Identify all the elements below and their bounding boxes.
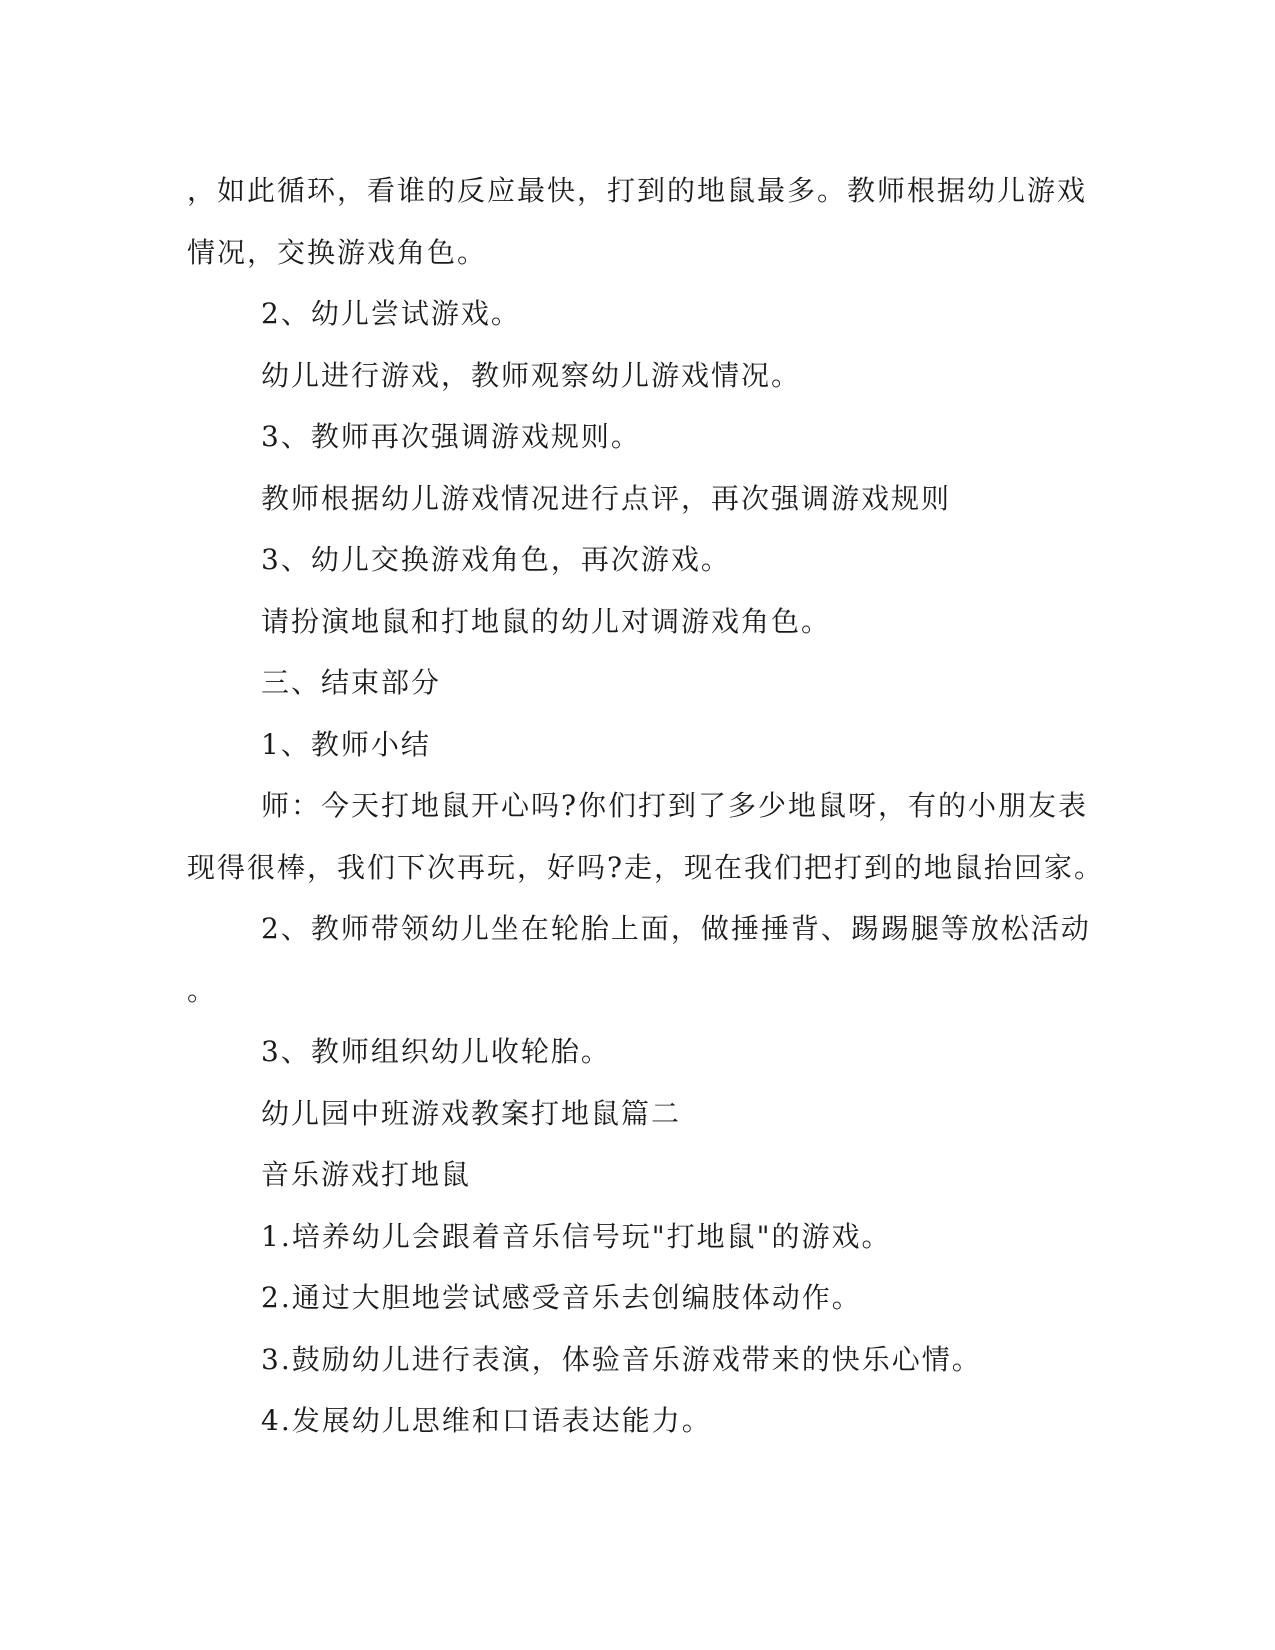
step-heading: 1、教师小结 xyxy=(261,727,431,761)
document-body xyxy=(187,160,1105,1452)
paragraph-line: 幼儿进行游戏，教师观察幼儿游戏情况。 xyxy=(261,358,802,392)
objective-item: 3.鼓励幼儿进行表演，体验音乐游戏带来的快乐心情。 xyxy=(261,1342,982,1376)
step-heading: 2、幼儿尝试游戏。 xyxy=(261,297,521,330)
paragraph-line: 。 xyxy=(187,973,218,1007)
step-heading: 2、教师带领幼儿坐在轮胎上面，做捶捶背、踢踢腿等放松活动 xyxy=(261,912,1091,945)
paragraph-line: 师：今天打地鼠开心吗?你们打到了多少地鼠呀，有的小朋友表 xyxy=(261,789,1089,822)
paragraph-line: ，如此循环，看谁的反应最快，打到的地鼠最多。教师根据幼儿游戏 xyxy=(187,174,1088,207)
paragraph-line: 教师根据幼儿游戏情况进行点评，再次强调游戏规则 xyxy=(261,481,952,515)
section-title: 幼儿园中班游戏教案打地鼠篇二 xyxy=(261,1096,682,1130)
objective-item: 2.通过大胆地尝试感受音乐去创编肢体动作。 xyxy=(261,1281,862,1314)
paragraph-line: 请扮演地鼠和打地鼠的幼儿对调游戏角色。 xyxy=(261,604,832,638)
objective-item: 4.发展幼儿思维和口语表达能力。 xyxy=(261,1404,712,1437)
subsection-title: 音乐游戏打地鼠 xyxy=(261,1158,472,1191)
step-heading: 3、教师再次强调游戏规则。 xyxy=(261,420,641,453)
objective-item: 1.培养幼儿会跟着音乐信号玩"打地鼠"的游戏。 xyxy=(261,1219,892,1253)
step-heading: 3、教师组织幼儿收轮胎。 xyxy=(261,1035,611,1068)
section-heading: 三、结束部分 xyxy=(261,666,442,699)
step-heading: 3、幼儿交换游戏角色，再次游戏。 xyxy=(261,543,731,576)
paragraph-line: 情况，交换游戏角色。 xyxy=(187,235,488,269)
paragraph-line: 现得很棒，我们下次再玩，好吗?走，现在我们把打到的地鼠抬回家。 xyxy=(187,850,1105,884)
